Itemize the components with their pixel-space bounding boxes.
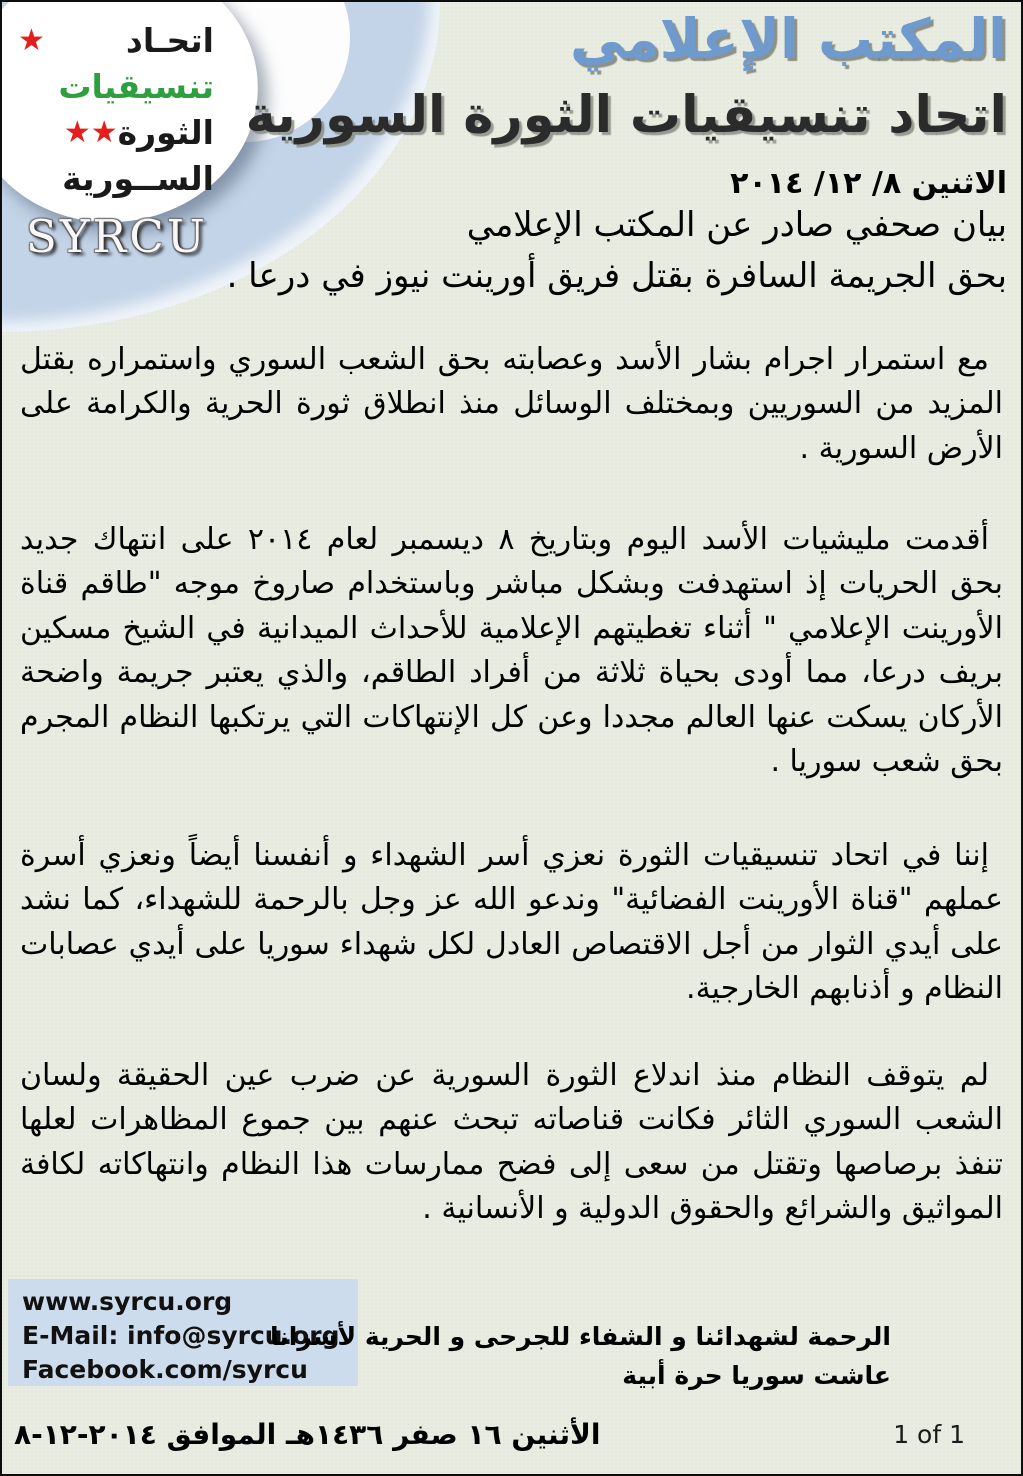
letterhead: [246, 8, 1007, 201]
statement-paragraph-4: لم يتوقف النظام منذ اندلاع الثورة السورية عن ضرب عين الحقيقة ولسان الشعب السوري الثائر فكانت قناصاته تبحث عنهم بين جموع المظاهرات لعلها تنفذ برصاصها وتقتل من سعى إلى فضح ممارسات هذا النظام وانتهاكاته لكافة المواثيق والشرائع والحقوق الدولية و الأنسانية .: [20, 1058, 1003, 1227]
logo-line-1: [18, 18, 214, 64]
facebook-text: Facebook.com/syrcu: [22, 1355, 308, 1384]
logo-word-coordinators: تنسيقيات: [58, 67, 214, 106]
statement-paragraph-2: أقدمت مليشيات الأسد اليوم وبتاريخ ٨ ديسمبر لعام ٢٠١٤ على انتهاك جديد بحق الحريات إذ استهدفت وبشكل مباشر وباستخدام صاروخ موجه "طاقم قناة الأورينت الإعلامي " أثناء تغطيتهم الإعلامية للأحداث الميدانية في الشيخ مسكين بريف درعا، مما أودى بحياة ثلاثة من أفراد الطاقم، والذي يعتبر جريمة واضحة الأركان يسكت عنها العالم مجددا وعن كل الإنتهاكات التي يرتكبها النظام المجرم بحق شعب سوريا .: [20, 522, 1003, 779]
logo-line-3: [18, 110, 214, 156]
email-text: E-Mail: info@syrcu.org: [22, 1321, 340, 1350]
logo-line-2: [18, 64, 214, 110]
page-number: 1 of 1: [893, 1420, 965, 1449]
statement-body: [20, 338, 1003, 1232]
logo-line-4: [18, 156, 214, 202]
logo-word-syrian: الســورية: [62, 159, 214, 198]
website-text: www.syrcu.org: [22, 1287, 233, 1316]
statement-paragraph-3: إننا في اتحاد تنسيقيات الثورة نعزي أسر الشهداء و أنفسنا أيضاً ونعزي أسرة عملهم "قناة الأورينت الفضائية" وندعو الله عز وجل بالرحمة للشهداء، كما نشد على أيدي الثوار من أجل الاقتصاص العادل لكل شهداء سوريا على أيدي عصابات النظام و أذنابهم الخارجية.: [20, 838, 1003, 1007]
organization-title: اتحاد تنسيقيات الثورة السورية: [245, 86, 1007, 146]
syrcu-wordmark: SYRCU: [26, 210, 208, 263]
statement-title-line-1: بيان صحفي صادر عن المكتب الإعلامي: [466, 205, 1007, 245]
org-logo: [18, 18, 214, 202]
footer-hijri-date: الأثنين ١٦ صفر ١٤٣٦هـ الموافق ٢٠١٤-١٢-٨: [14, 1418, 601, 1451]
statement-paragraph-1: مع استمرار اجرام بشار الأسد وعصابته بحق الشعب السوري واستمراره بقتل المزيد من السوريين وبمختلف الوسائل منذ انطلاق ثورة الحرية والكرامة على الأرض السورية .: [20, 342, 1003, 466]
logo-word-union: اتحـاد: [125, 21, 214, 60]
statement-title-line-2: بحق الجريمة السافرة بقتل فريق أورينت نيوز في درعا .: [226, 256, 1007, 296]
header-date: الاثنين ٨/ ١٢/ ٢٠١٤: [730, 165, 1007, 201]
footer-slogan-line-1: الرحمة لشهدائنا و الشفاء للجرحى و الحرية لأسرانا: [270, 1322, 891, 1351]
double-star-icon: ★★: [63, 115, 118, 150]
media-office-title: المكتب الإعلامي: [569, 7, 1007, 71]
star-icon: ★: [18, 23, 45, 58]
statement-title: [227, 200, 1007, 302]
logo-word-revolution: الثورة: [117, 113, 214, 152]
footer-slogan: [270, 1318, 891, 1396]
footer-slogan-line-2: عاشت سوريا حرة أبية: [622, 1360, 891, 1390]
